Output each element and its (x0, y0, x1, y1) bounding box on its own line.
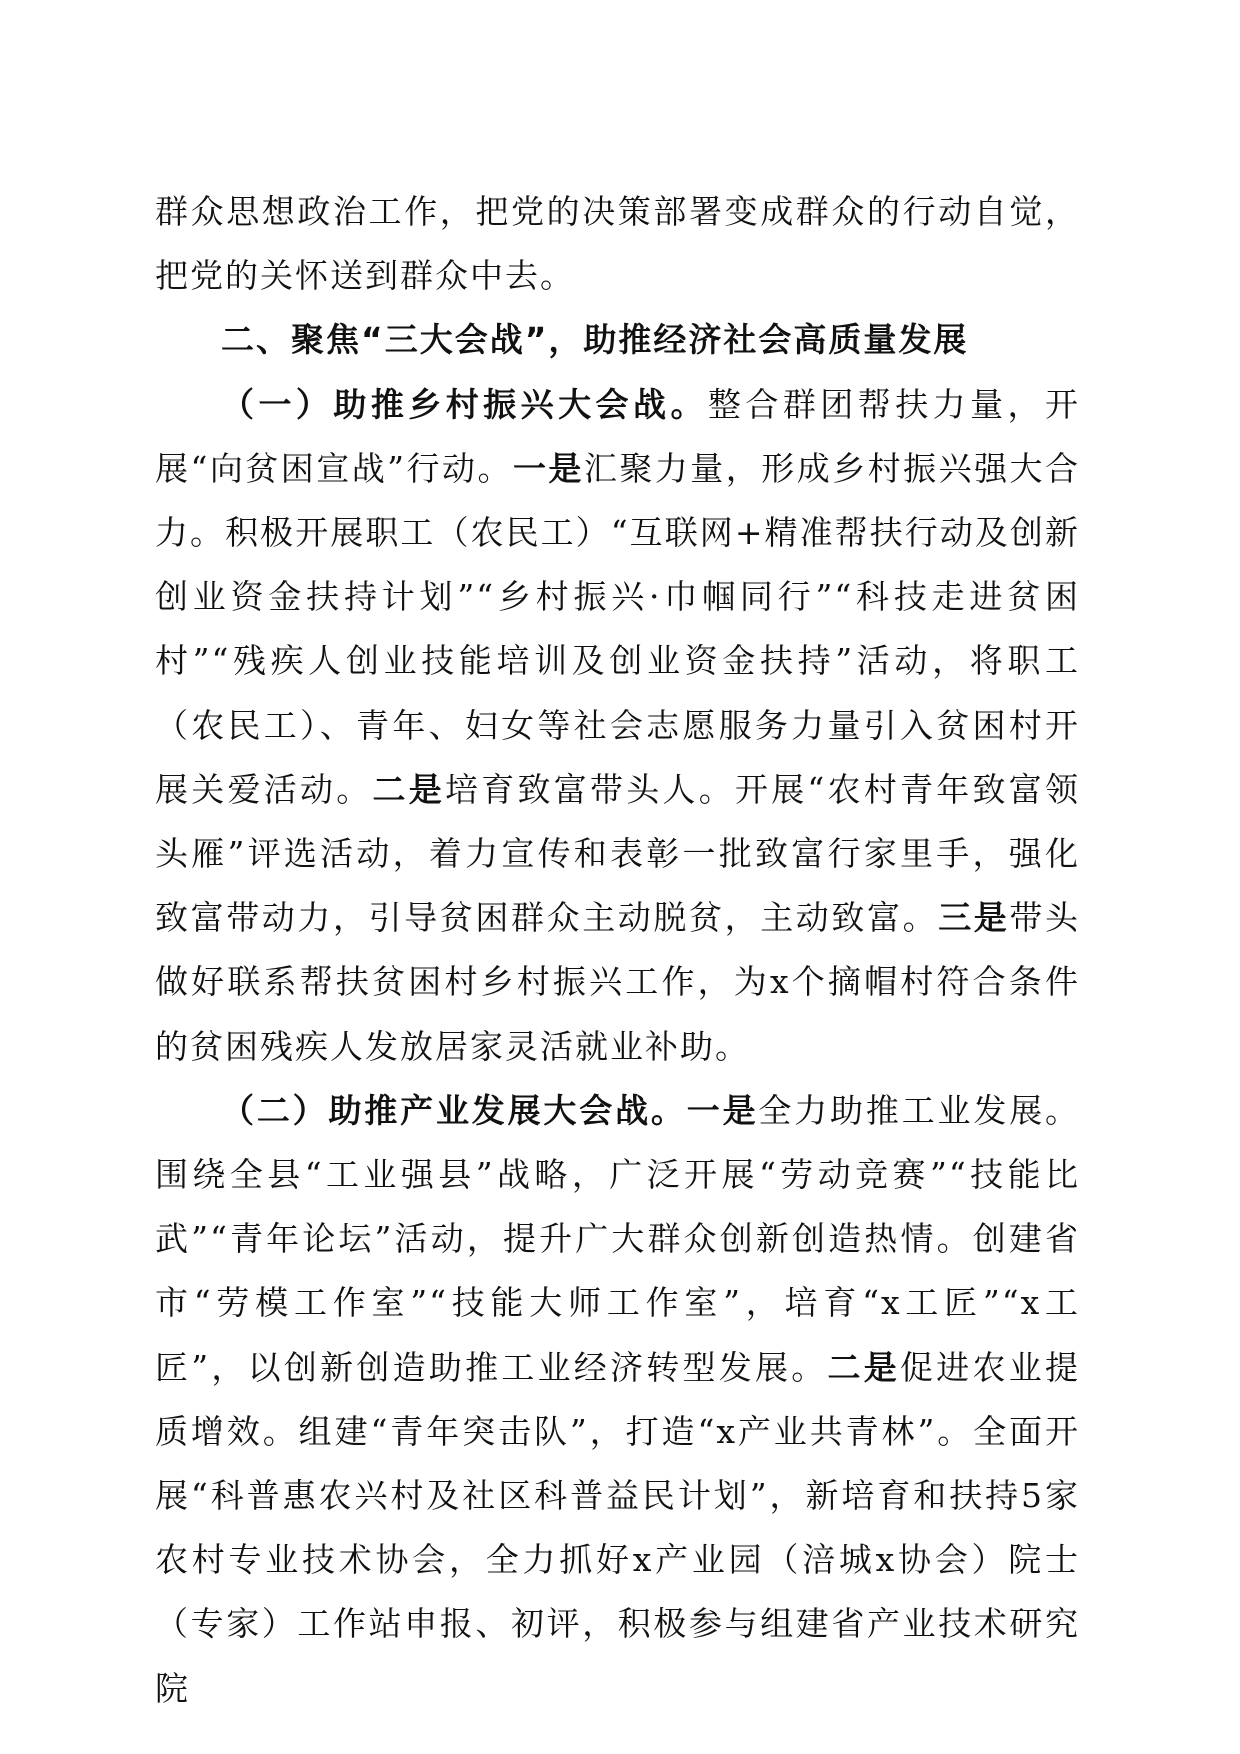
paragraph-rural-revitalization (155, 373, 1080, 1079)
paragraph-industry-development (155, 1079, 1080, 1721)
paragraph-text: 培育致富带头人。开展“农村青年致富领头雁”评选活动，着力宣传和表彰一批致富行家里手，强化致富带动力，引导贫困群众主动脱贫，主动致富。 (155, 769, 1081, 938)
section-heading: 二、聚焦“三大会战”，助推经济社会高质量发展 (221, 320, 969, 360)
continued-paragraph: 群众思想政治工作，把党的决策部署变成群众的行动自觉，把党的关怀送到群众中去。 (155, 192, 1080, 296)
ordinal-marker: 二是 (372, 769, 445, 809)
paragraph-text: 汇聚力量，形成乡村振兴强大合力。积极开展职工（农民工）“互联网+精准帮扶行动及创新创业资金扶持计划”“乡村振兴·巾帼同行”“科技走进贫困村”“残疾人创业技能培训及创业资金扶持”活动，将职工（农民工）、青年、妇女等社会志愿服务力量引入贫困村开展关爱活动。 (155, 448, 1081, 809)
subsection-title: （二）助推产业发展大会战。 (221, 1090, 687, 1130)
paragraph-text: 带头做好联系帮扶贫困村乡村振兴工作，为x个摘帽村符合条件的贫困残疾人发放居家灵活就业补助。 (155, 898, 1081, 1066)
subsection-title: （一）助推乡村振兴大会战。 (221, 384, 708, 424)
ordinal-marker: 一是 (512, 448, 584, 488)
ordinal-marker: 三是 (938, 898, 1010, 938)
ordinal-marker: 二是 (827, 1347, 901, 1387)
paragraph-text: 全力助推工业发展。围绕全县“工业强县”战略，广泛开展“劳动竞赛”“技能比武”“青年论坛”活动，提升广大群众创新创造热情。创建省市“劳模工作室”“技能大师工作室”，培育“x工匠”“x工匠”，以创新创造助推工业经济转型发展。 (155, 1090, 1081, 1387)
ordinal-marker: 一是 (686, 1090, 759, 1130)
paragraph-text: 整合群团帮扶力量，开展“向贫困宣战”行动。 (155, 384, 1081, 488)
paragraph-text: 促进农业提质增效。组建“青年突击队”，打造“x产业共青林”。全面开展“科普惠农兴村及社区科普益民计划”，新培育和扶持5家农村专业技术协会，全力抓好x产业园（涪城x协会）院士（专家）工作站申报、初评，积极参与组建省产业技术研究院 (155, 1347, 1081, 1708)
document-body (155, 180, 1080, 1721)
